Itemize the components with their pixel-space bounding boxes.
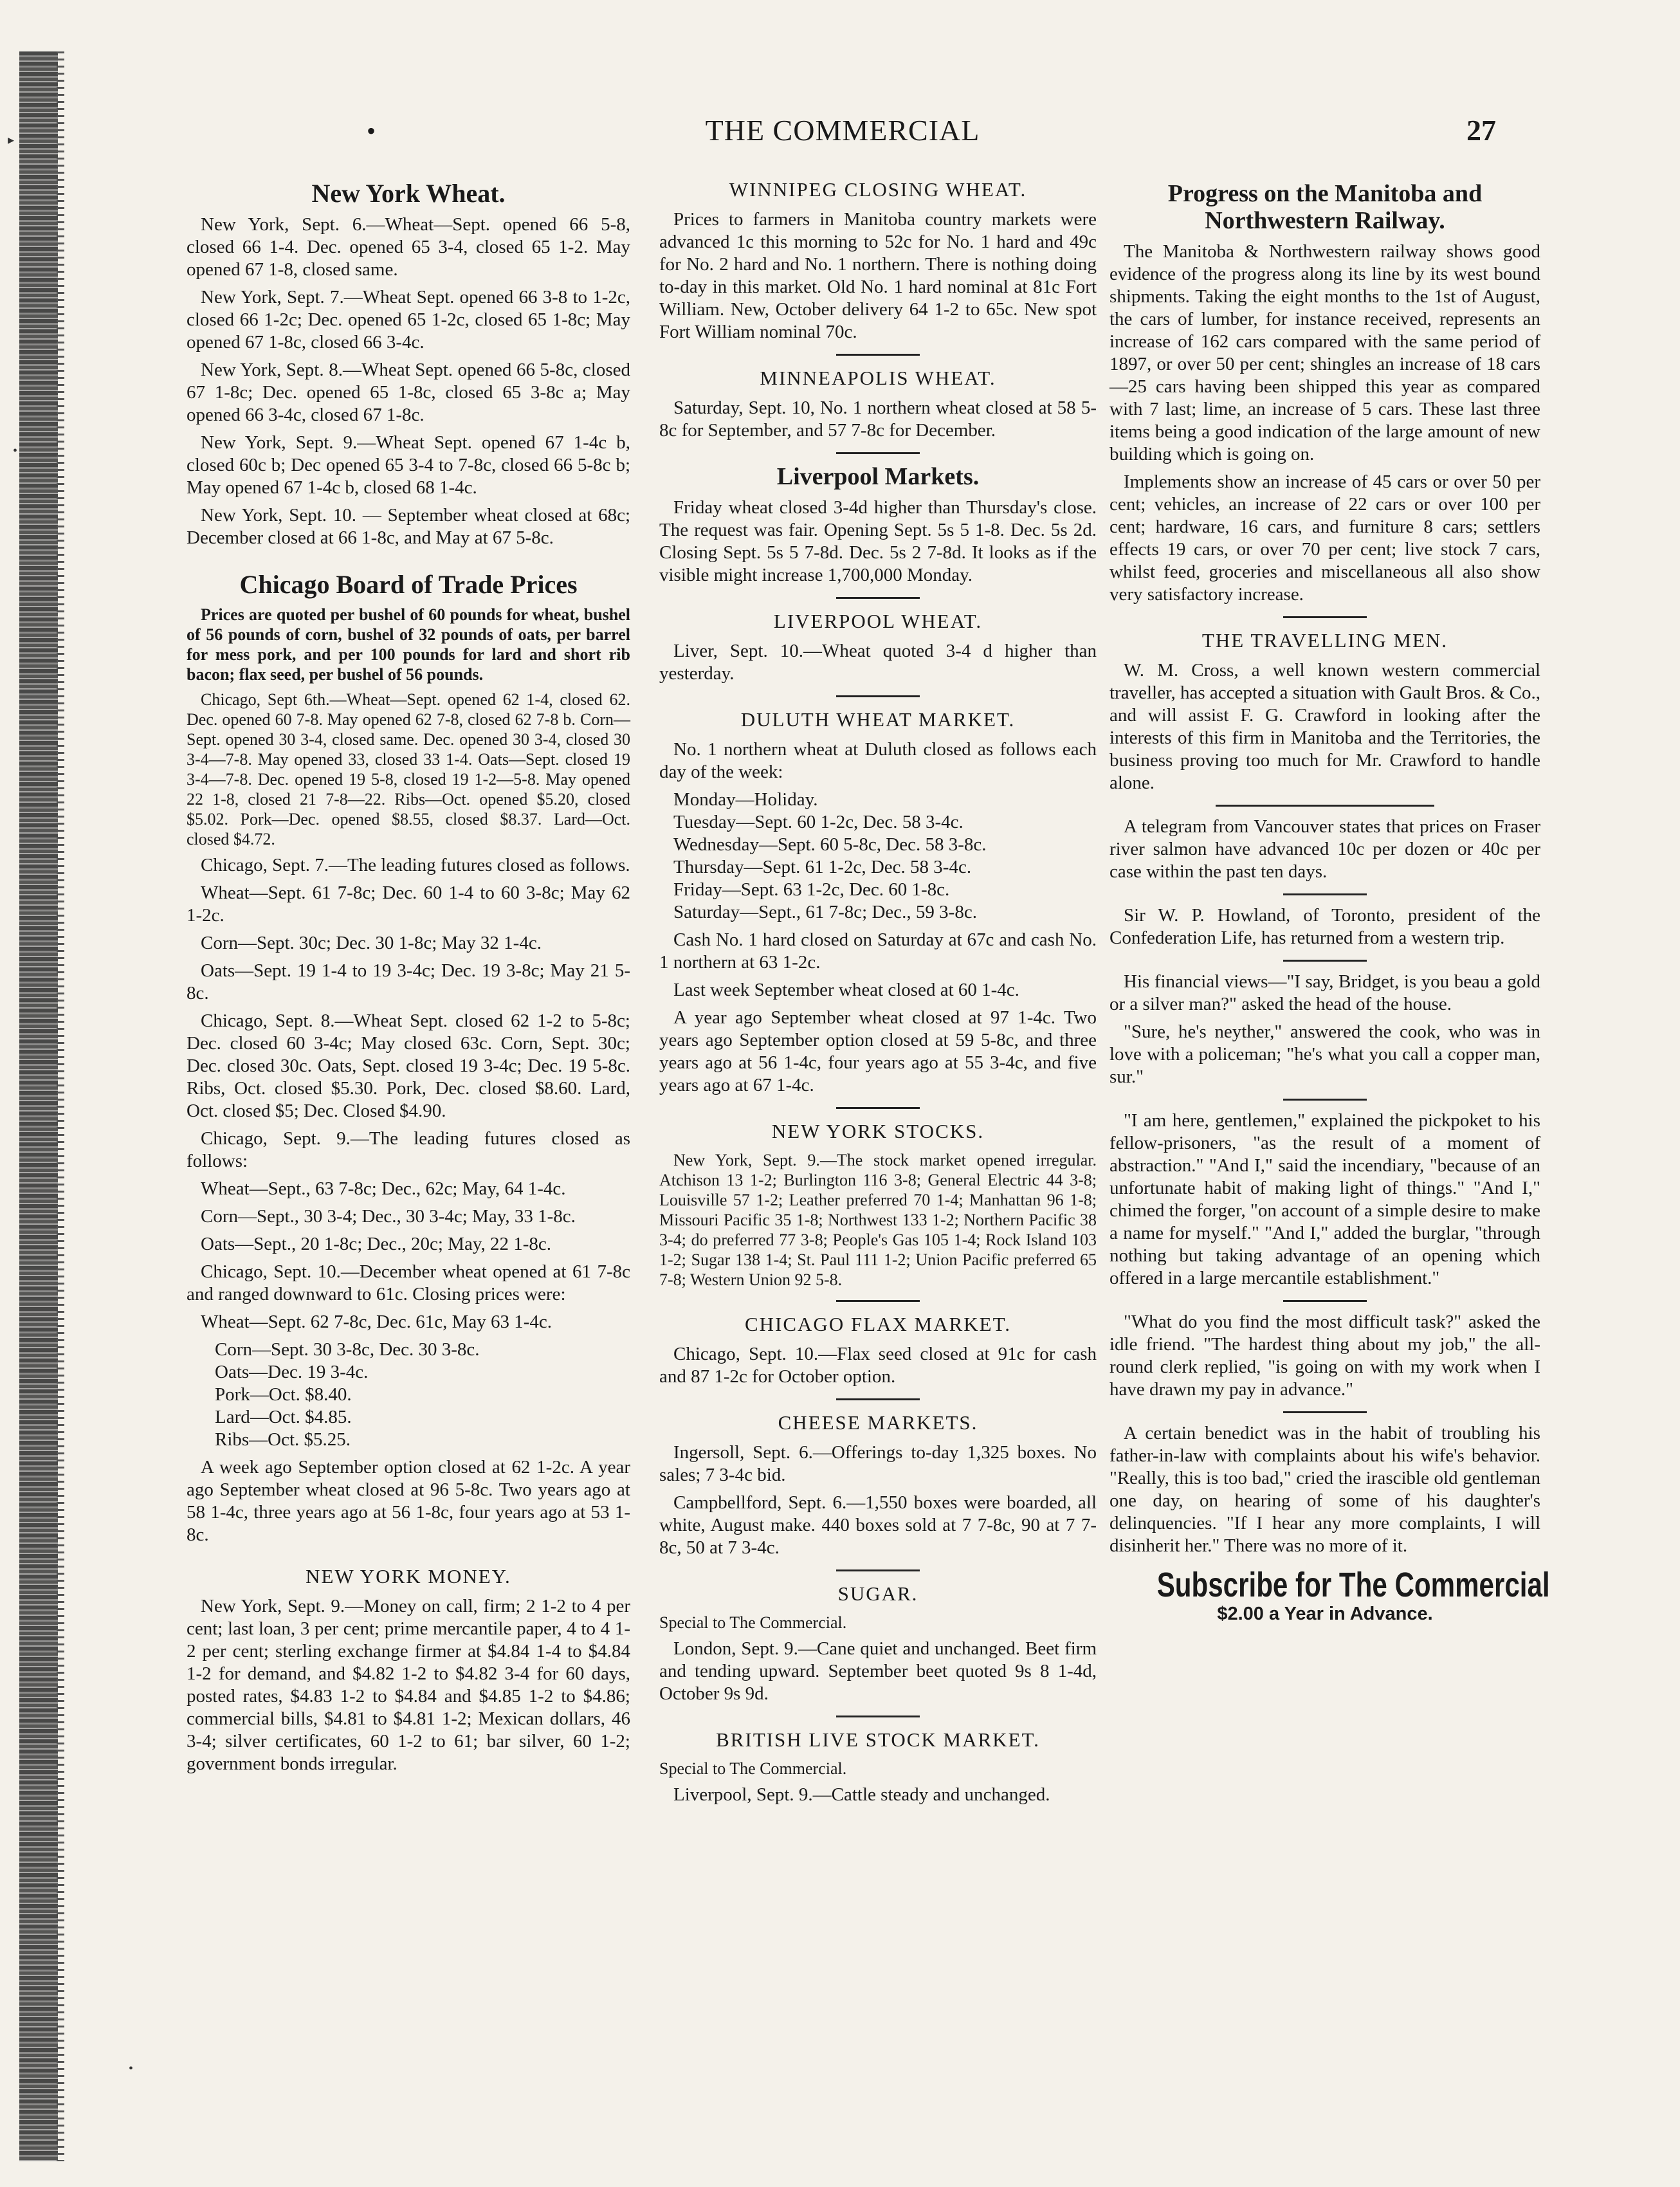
column-1 — [187, 174, 630, 1780]
divider — [836, 695, 920, 697]
financial-para: "Sure, he's neyther," answered the cook, who was in love with a policeman; "he's what you call a copper man, sur." — [1109, 1021, 1540, 1087]
cheese-para: Ingersoll, Sept. 6.—Offerings to-day 1,325 boxes. No sales; 7 3-4c bid. — [659, 1442, 1097, 1485]
flax-heading: CHICAGO FLAX MARKET. — [744, 1313, 1011, 1335]
duluth-para: Saturday—Sept., 61 7-8c; Dec., 59 3-8c. — [673, 902, 977, 922]
subscribe-ad: Subscribe for The Commercial — [1156, 1566, 1550, 1604]
divider — [836, 597, 920, 599]
divider — [1283, 1411, 1367, 1413]
duluth-para: Last week September wheat closed at 60 1-4c. — [673, 980, 1019, 1000]
divider — [1283, 1300, 1367, 1302]
ny-wheat-para: New York, Sept. 8.—Wheat Sept. opened 66 5-8c, closed 67 1-8c; Dec. opened 65 1-8c, closed 65 3-8c a; May opened 66 3-4c, closed 67 1-8c. — [187, 360, 630, 425]
duluth-para: A year ago September wheat closed at 97 1-4c. Two years ago September option closed at 59 5-8c, and three years ago at 56 1-4c, four years ago at 55 3-4c, and five years ago at 67 1-4c. — [659, 1007, 1097, 1095]
liverpool-markets-heading: Liverpool Markets. — [776, 463, 980, 490]
binding-edge-texture — [57, 51, 64, 2161]
livestock-heading: BRITISH LIVE STOCK MARKET. — [716, 1728, 1040, 1751]
liverpool-wheat-heading: LIVERPOOL WHEAT. — [773, 610, 983, 632]
page-number: 27 — [1466, 114, 1496, 147]
liverpool-markets-text: Friday wheat closed 3-4d higher than Thursday's close. The request was fair. Opening Sept. 5s 5 1-8. Dec. 5s 2d. Closing Sept. 5s 5 7-8d. Dec. 5s 2 7-8d. It looks as if the visible might increase 1,700,000 Monday. — [659, 497, 1097, 585]
duluth-para: Wednesday—Sept. 60 5-8c, Dec. 58 3-8c. — [673, 834, 987, 855]
chicago-para: Oats—Sept., 20 1-8c; Dec., 20c; May, 22 1-8c. — [201, 1234, 551, 1254]
ny-wheat-para: New York, Sept. 9.—Wheat Sept. opened 67 1-4c b, closed 60c b; Dec opened 65 3-4 to 7-8c, closed 66 5-8c b; May opened 67 1-4c b, closed 68 1-4c. — [187, 432, 630, 498]
sugar-heading: SUGAR. — [837, 1582, 918, 1605]
chicago-para: A week ago September option closed at 62 1-2c. A year ago September wheat closed at 96 5-8c. Two years ago at 58 1-4c, three years ago at 56 1-8c, four years ago at 53 1-8c. — [187, 1457, 630, 1545]
ink-speck: ▸ — [8, 133, 15, 147]
divider — [1216, 805, 1434, 807]
duluth-para: Tuesday—Sept. 60 1-2c, Dec. 58 3-4c. — [673, 812, 963, 832]
flax-text: Chicago, Sept. 10.—Flax seed closed at 91c for cash and 87 1-2c for October option. — [659, 1344, 1097, 1387]
chicago-para: Corn—Sept. 30c; Dec. 30 1-8c; May 32 1-4c. — [201, 933, 542, 953]
divider — [836, 1107, 920, 1109]
railway-para: Implements show an increase of 45 cars or over 50 per cent; vehicles, an increase of 22 cars or over 100 per cent; hardware, 16 cars, and furniture 8 cars; settlers effects 19 cars, or over 70 per cent; live stock 7 cars, whilst feed, groceries and miscellaneous all also show very satisfactory increase. — [1109, 471, 1540, 605]
news-item: Sir W. P. Howland, of Toronto, president of the Confederation Life, has returned from a western trip. — [1109, 905, 1540, 948]
pickpocket-joke: "I am here, gentlemen," explained the pickpoket to his fellow-prisoners, "as the result of a moment of abstraction." "And I," said the incendiary, "because of an unfortunate habit of making light of things." "And I," chimed the forger, "on account of a simple desire to make a name for myself." "And I," added the burglar, "through nothing but taking advantage of an opening which offered in a large mercantile establishment." — [1109, 1110, 1540, 1288]
duluth-para: Friday—Sept. 63 1-2c, Dec. 60 1-8c. — [673, 879, 950, 900]
chicago-heading: Chicago Board of Trade Prices — [239, 570, 578, 599]
ny-stocks-text: New York, Sept. 9.—The stock market opened irregular. Atchison 13 1-2; Burlington 116 3-8; General Electric 44 3-8; Louisville 57 1-2; Leather preferred 70 1-4; Manhattan 96 1-8; Missouri Pacific 35 1-8; Northwest 133 1-2; Northern Pacific 38 3-4; do preferred 77 3-8; People's Gas 105 1-4; Rock Island 103 1-2; Sugar 138 1-4; St. Paul 111 1-2; Union Pacific preferred 65 7-8; Western Union 92 5-8. — [659, 1151, 1097, 1289]
clerk-joke: "What do you find the most difficult task?" asked the idle friend. "The hardest thing about my job," the all-round clerk replied, "is going on with my work when I have drawn my pay in advance." — [1109, 1312, 1540, 1400]
duluth-para: Thursday—Sept. 61 1-2c, Dec. 58 3-4c. — [673, 857, 972, 877]
chicago-para: Wheat—Sept. 62 7-8c, Dec. 61c, May 63 1-4c. — [201, 1312, 552, 1332]
news-item: A telegram from Vancouver states that prices on Fraser river salmon have advanced 10c per dozen or 40c per case within the past ten days. — [1109, 816, 1540, 882]
divider — [836, 1300, 920, 1302]
chicago-para: Chicago, Sept. 7.—The leading futures closed as follows. — [201, 855, 630, 875]
binding-edge — [19, 51, 58, 2161]
ny-wheat-para: New York, Sept. 7.—Wheat Sept. opened 66 3-8 to 1-2c, closed 66 1-2c; Dec. opened 65 1-2c, closed 65 1-8c; May opened 67 1-8c, closed 66 3-4c. — [187, 287, 630, 352]
cheese-heading: CHEESE MARKETS. — [778, 1411, 978, 1434]
ny-stocks-heading: NEW YORK STOCKS. — [771, 1120, 985, 1142]
railway-para: The Manitoba & Northwestern railway shows good evidence of the progress along its line by its west bound shipments. Taking the eight months to the 1st of August, the cars of lumber, for instance received, represents an increase of 162 cars compared with the same period of 1897, or over 50 per cent; shingles an increase of 18 cars—25 cars having been shipped this year as compared with 7 last; lime, an increase of 5 cars. These last three items being a good indication of the large amount of new building which is going on. — [1109, 241, 1540, 464]
subscription-price: $2.00 a Year in Advance. — [1217, 1604, 1433, 1624]
divider — [1283, 616, 1367, 618]
chicago-para: Lard—Oct. $4.85. — [215, 1407, 352, 1427]
chicago-intro: Prices are quoted per bushel of 60 pounds for wheat, bushel of 56 pounds of corn, bushel of 32 pounds of oats, per barrel for mess pork, and per 100 pounds for lard and short rib bacon; flax seed, per bushel of 56 pounds. — [187, 605, 630, 684]
sugar-special: Special to The Commercial. — [659, 1613, 847, 1632]
ink-speck: • — [13, 444, 18, 458]
divider — [836, 354, 920, 356]
chicago-para: Chicago, Sept. 8.—Wheat Sept. closed 62 1-2 to 5-8c; Dec. closed 60 3-4c; May closed 63c. Corn, Sept. 30c; Dec. closed 30c. Oats, Sept. closed 19 3-4c; Dec. 19 5-8c. Ribs, Oct. closed $5.30. Pork, Dec. closed $8.60. Lard, Oct. closed $5; Dec. Closed $4.90. — [187, 1011, 630, 1121]
financial-para: His financial views—"I say, Bridget, is you beau a gold or a silver man?" asked the head of the house. — [1109, 971, 1540, 1014]
chicago-para: Chicago, Sept. 9.—The leading futures closed as follows: — [187, 1128, 630, 1171]
duluth-para: No. 1 northern wheat at Duluth closed as follows each day of the week: — [659, 739, 1097, 782]
minneapolis-text: Saturday, Sept. 10, No. 1 northern wheat closed at 58 5-8c for September, and 57 7-8c for December. — [659, 398, 1097, 441]
livestock-special: Special to The Commercial. — [659, 1759, 847, 1778]
ink-dot: • — [367, 116, 376, 145]
chicago-para: Pork—Oct. $8.40. — [215, 1384, 352, 1405]
ny-money-heading: NEW YORK MONEY. — [306, 1565, 511, 1588]
column-2 — [659, 174, 1097, 1811]
ink-speck: • — [129, 2062, 134, 2076]
ny-money-text: New York, Sept. 9.—Money on call, firm; 2 1-2 to 4 per cent; last loan, 3 per cent; prime mercantile paper, 4 to 4 1-2 per cent; sterling exchange firmer at $4.84 1-4 to $4.84 1-2 for demand, and $4.82 1-2 to $4.82 3-4 for 60 days, posted rates, $4.83 1-2 to $4.84 and $4.85 1-2 to $4.86; commercial bills, $4.81 to $4.81 1-2; Mexican dollars, 46 3-4; silver certificates, 60 1-2 to 61; bar silver, 60 1-2; government bonds irregular. — [187, 1596, 630, 1774]
chicago-para: Ribs—Oct. $5.25. — [215, 1429, 351, 1450]
chicago-para: Chicago, Sept 6th.—Wheat—Sept. opened 62 1-4, closed 62. Dec. opened 60 7-8. May opened 62 7-8, closed 62 7-8 b. Corn—Sept. opened 30 3-4, closed same. Dec. opened 30 3-4, closed 30 3-4—7-8. May opened 33, closed 33 1-4. Oats—Sept. closed 19 3-4—7-8. Dec. opened 19 5-8, closed 19 1-2—5-8. May opened 22 1-8, closed 21 7-8—22. Ribs—Oct. opened $5.20, closed $5.02. Pork—Dec. opened $8.55, closed $8.37. Lard—Oct. closed $4.72. — [187, 690, 630, 848]
railway-heading: Progress on the Manitoba and Northwestern Railway. — [1167, 180, 1483, 234]
cheese-para: Campbellford, Sept. 6.—1,550 boxes were boarded, all white, August make. 440 boxes sold at 7 7-8c, 90 at 7 7-8c, 50 at 7 3-4c. — [659, 1492, 1097, 1558]
ny-wheat-heading: New York Wheat. — [311, 179, 506, 208]
chicago-para: Corn—Sept., 30 3-4; Dec., 30 3-4c; May, 33 1-8c. — [201, 1206, 576, 1227]
divider — [1283, 1099, 1367, 1101]
chicago-para: Oats—Sept. 19 1-4 to 19 3-4c; Dec. 19 3-8c; May 21 5-8c. — [187, 960, 630, 1003]
minneapolis-heading: MINNEAPOLIS WHEAT. — [760, 367, 996, 389]
chicago-para: Wheat—Sept., 63 7-8c; Dec., 62c; May, 64 1-4c. — [201, 1178, 566, 1199]
divider — [836, 452, 920, 454]
ny-wheat-para: New York, Sept. 10. — September wheat closed at 68c; December closed at 66 1-8c, and May at 67 5-8c. — [187, 505, 630, 548]
divider — [1283, 893, 1367, 895]
chicago-para: Corn—Sept. 30 3-8c, Dec. 30 3-8c. — [215, 1339, 480, 1360]
benedict-joke: A certain benedict was in the habit of troubling his father-in-law with complaints about his wife's behavior. "Really, this is too bad," cried the irascible old gentleman one day, on hearing of some of his daughter's delinquencies. "If I hear any more complaints, I will disinherit her." There was no more of it. — [1109, 1423, 1540, 1556]
winnipeg-heading: WINNIPEG CLOSING WHEAT. — [729, 178, 1027, 201]
divider — [836, 1569, 920, 1571]
chicago-para: Oats—Dec. 19 3-4c. — [215, 1362, 369, 1382]
duluth-para: Monday—Holiday. — [673, 789, 818, 810]
sugar-text: London, Sept. 9.—Cane quiet and unchanged. Beet firm and tending upward. September beet quoted 9s 8 1-4d, October 9s 9d. — [659, 1638, 1097, 1704]
chicago-para: Chicago, Sept. 10.—December wheat opened at 61 7-8c and ranged downward to 61c. Closing prices were: — [187, 1261, 630, 1304]
divider — [836, 1398, 920, 1400]
column-3 — [1109, 174, 1550, 1625]
liverpool-wheat-text: Liver, Sept. 10.—Wheat quoted 3-4 d higher than yesterday. — [659, 641, 1097, 684]
travelling-text: W. M. Cross, a well known western commercial traveller, has accepted a situation with Gault Bros. & Co., and will assist F. G. Crawford in looking after the interests of this firm in Manitoba and the Territories, the business proving too much for Mr. Crawford to handle alone. — [1109, 660, 1540, 793]
masthead: THE COMMERCIAL — [705, 114, 980, 147]
divider — [836, 1716, 920, 1717]
travelling-heading: THE TRAVELLING MEN. — [1201, 629, 1448, 652]
winnipeg-text: Prices to farmers in Manitoba country markets were advanced 1c this morning to 52c for No. 1 hard and 49c for No. 2 hard and No. 1 northern. There is nothing doing to-day in this market. Old No. 1 hard nominal at 81c Fort William. New, October delivery 64 1-2 to 65c. New spot Fort William nominal 70c. — [659, 209, 1097, 342]
livestock-text: Liverpool, Sept. 9.—Cattle steady and unchanged. — [673, 1784, 1050, 1805]
ny-wheat-para: New York, Sept. 6.—Wheat—Sept. opened 66 5-8, closed 66 1-4. Dec. opened 65 3-4, closed 65 1-2. May opened 67 1-8, closed same. — [187, 214, 630, 280]
chicago-para: Wheat—Sept. 61 7-8c; Dec. 60 1-4 to 60 3-8c; May 62 1-2c. — [187, 883, 630, 926]
duluth-heading: DULUTH WHEAT MARKET. — [740, 708, 1016, 731]
duluth-para: Cash No. 1 hard closed on Saturday at 67c and cash No. 1 northern at 63 1-2c. — [659, 929, 1097, 973]
divider — [1283, 960, 1367, 962]
